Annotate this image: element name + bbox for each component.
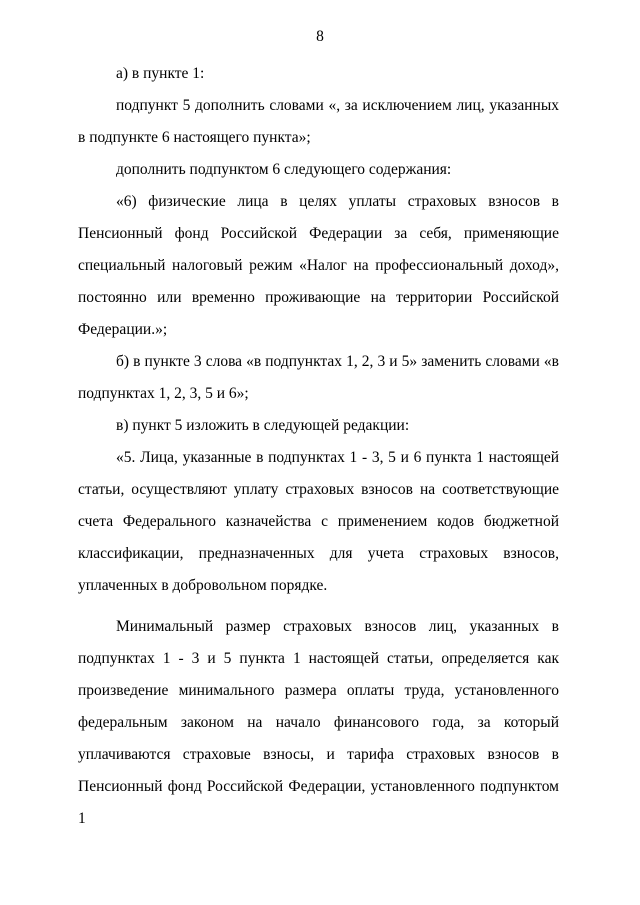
paragraph-minimum-contribution: Минимальный размер страховых взносов лиц, указанных в подпунктах 1 - 3 и 5 пункта 1 настоящей статьи, определяется как произведение минимального размера оплаты труда, установленного федеральным законом на начало финансового года, за который уплачиваются страховые взносы, и тарифа страховых взносов в Пенсионный фонд Российской Федерации, установленного подпунктом 1 [78, 618, 559, 827]
paragraph-subpoint-5-addition: подпункт 5 дополнить словами «, за исключением лиц, указанных в подпункте 6 настоящего пункта»; [78, 97, 559, 146]
paragraph-subpoint-6-text: «6) физические лица в целях уплаты страховых взносов в Пенсионный фонд Российской Федерации за себя, применяющие специальный налоговый режим «Налог на профессиональный доход», постоянно или временно проживающие на территории Российской Федерации.»; [78, 193, 559, 338]
paragraph-item-b: б) в пункте 3 слова «в подпунктах 1, 2, 3 и 5» заменить словами «в подпунктах 1, 2, 3, 5 и 6»; [78, 353, 559, 402]
paragraph-item-v: в) пункт 5 изложить в следующей редакции: [116, 417, 410, 434]
paragraph-point-5-text: «5. Лица, указанные в подпунктах 1 - 3, 5 и 6 пункта 1 настоящей статьи, осуществляют уплату страховых взносов на соответствующие счета Федерального казначейства с применением кодов бюджетной классификации, предназначенных для учета страховых взносов, уплаченных в добровольном порядке. [78, 449, 559, 594]
paragraph-add-subpoint-6: дополнить подпунктом 6 следующего содержания: [116, 161, 452, 178]
page-number: 8 [316, 28, 324, 45]
paragraph-item-a: а) в пункте 1: [116, 65, 205, 82]
document-body [78, 58, 559, 835]
